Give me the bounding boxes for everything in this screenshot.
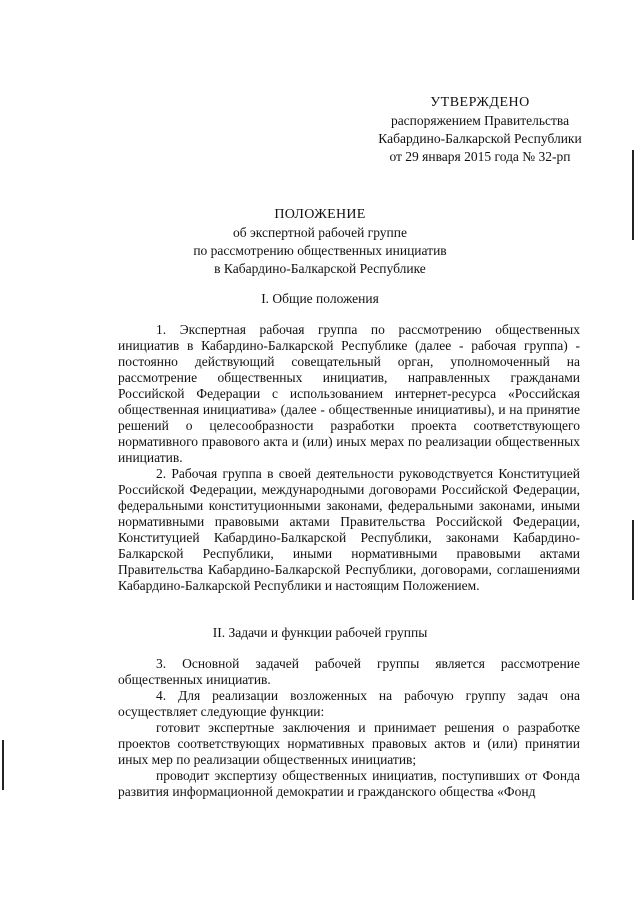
paragraph-4: 4. Для реализации возложенных на рабочую группу задач она осуществляет следующие функции: — [118, 688, 580, 719]
section-tasks-body — [118, 656, 580, 800]
scan-edge-mark — [632, 520, 634, 600]
paragraph-1: 1. Экспертная рабочая группа по рассмотрению общественных инициатив в Кабардино-Балкарской Республике (далее - рабочая группа) - постоянно действующий совещательный орган, уполномоченный на рассмотрение общественных инициатив, направленных гражданами Российской Федерации с использованием интернет-ресурса «Российская общественная инициатива» (далее - общественные инициативы), и на принятие решений о целесообразности разработки проекта соответствующего нормативного правового акта и (или) иных мерах по реализации общественных инициатив. — [118, 322, 580, 465]
section-general-body — [118, 322, 580, 594]
document-subtitle-line: по рассмотрению общественных инициатив — [193, 243, 447, 258]
approval-stamp-block — [340, 94, 620, 166]
document-title: ПОЛОЖЕНИЕ — [274, 207, 366, 222]
approval-line: Кабардино-Балкарской Республики — [378, 131, 582, 146]
section-heading-general: I. Общие положения — [261, 291, 379, 306]
paragraph-2: 2. Рабочая группа в своей деятельности руководствуется Конституцией Российской Федерации, международными договорами Российской Федерации, федеральными конституционными законами, федеральными законами, иными нормативными правовыми актами Правительства Российской Федерации, Конституцией Кабардино-Балкарской Республики, законами Кабардино-Балкарской Республики, иными нормативными правовыми актами Правительства Кабардино-Балкарской Республики, договорами, соглашениями Кабардино-Балкарской Республики и настоящим Положением. — [118, 466, 580, 593]
approval-line: распоряжением Правительства — [390, 113, 570, 128]
scan-edge-mark — [632, 150, 634, 240]
approval-heading: УТВЕРЖДЕНО — [430, 95, 530, 110]
function-item: проводит экспертизу общественных инициатив, поступивших от Фонда развития информационной демократии и гражданского общества «Фонд — [118, 768, 580, 799]
paragraph-3: 3. Основной задачей рабочей группы является рассмотрение общественных инициатив. — [118, 656, 580, 687]
approval-date-line: от 29 января 2015 года № 32-рп — [389, 149, 571, 164]
document-subtitle-line: об экспертной рабочей группе — [233, 225, 407, 240]
document-subtitle-line: в Кабардино-Балкарской Республике — [214, 261, 426, 276]
function-item: готовит экспертные заключения и принимает решения о разработке проектов соответствующих нормативных правовых актов и (или) принятии иных мер по реализации общественных инициатив; — [118, 720, 580, 767]
section-heading-tasks: II. Задачи и функции рабочей группы — [212, 625, 428, 640]
document-title-block — [120, 206, 520, 278]
scan-edge-mark — [2, 740, 4, 790]
